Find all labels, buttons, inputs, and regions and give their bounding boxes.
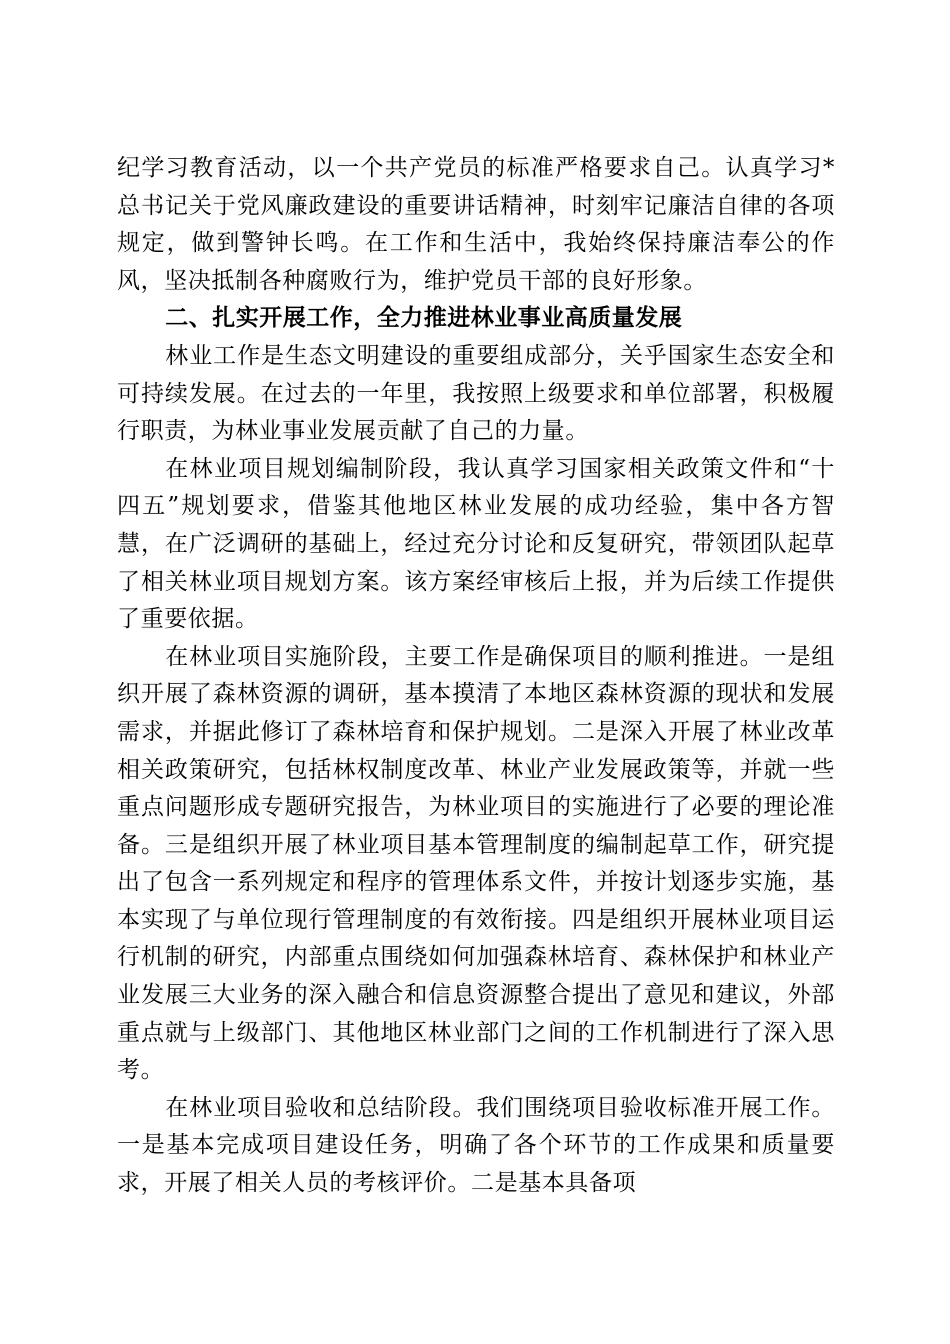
continued-paragraph: 纪学习教育活动，以一个共产党员的标准严格要求自己。认真学习*总书记关于党风廉政建设的重要讲话精神，时刻牢记廉洁自律的各项规定，做到警钟长鸣。在工作和生活中，我始终保持廉洁奉公的作风，坚决抵制各种腐败行为，维护党员干部的良好形象。 xyxy=(117,155,835,294)
body-paragraph: 在林业项目实施阶段，主要工作是确保项目的顺利推进。一是组织开展了森林资源的调研，基本摸清了本地区森林资源的现状和发展需求，并据此修订了森林培育和保护规划。二是深入开展了林业改革相关政策研究，包括林权制度改革、林业产业发展政策等，并就一些重点问题形成专题研究报告，为林业项目的实施进行了必要的理论准备。三是组织开展了林业项目基本管理制度的编制起草工作，研究提出了包含一系列规定和程序的管理体系文件，并按计划逐步实施，基本实现了与单位现行管理制度的有效衔接。四是组织开展林业项目运行机制的研究，内部重点围绕如何加强森林培育、森林保护和林业产业发展三大业务的深入融合和信息资源整合提出了意见和建议，外部重点就与上级部门、其他地区林业部门之间的工作机制进行了深入思考。 xyxy=(117,643,835,1084)
section-heading: 二、扎实开展工作，全力推进林业事业高质量发展 xyxy=(165,305,683,332)
body-paragraph: 在林业项目验收和总结阶段。我们围绕项目验收标准开展工作。一是基本完成项目建设任务，明确了各个环节的工作成果和质量要求，开展了相关人员的考核评价。二是基本具备项 xyxy=(117,1094,835,1197)
body-paragraph: 在林业项目规划编制阶段，我认真学习国家相关政策文件和“十四五”规划要求，借鉴其他地区林业发展的成功经验，集中各方智慧，在广泛调研的基础上，经过充分讨论和反复研究，带领团队起草了相关林业项目规划方案。该方案经审核后上报，并为后续工作提供了重要依据。 xyxy=(117,455,835,633)
document-body xyxy=(117,150,835,1203)
body-paragraph: 林业工作是生态文明建设的重要组成部分，关乎国家生态安全和可持续发展。在过去的一年里，我按照上级要求和单位部署，积极履行职责，为林业事业发展贡献了自己的力量。 xyxy=(117,342,835,445)
